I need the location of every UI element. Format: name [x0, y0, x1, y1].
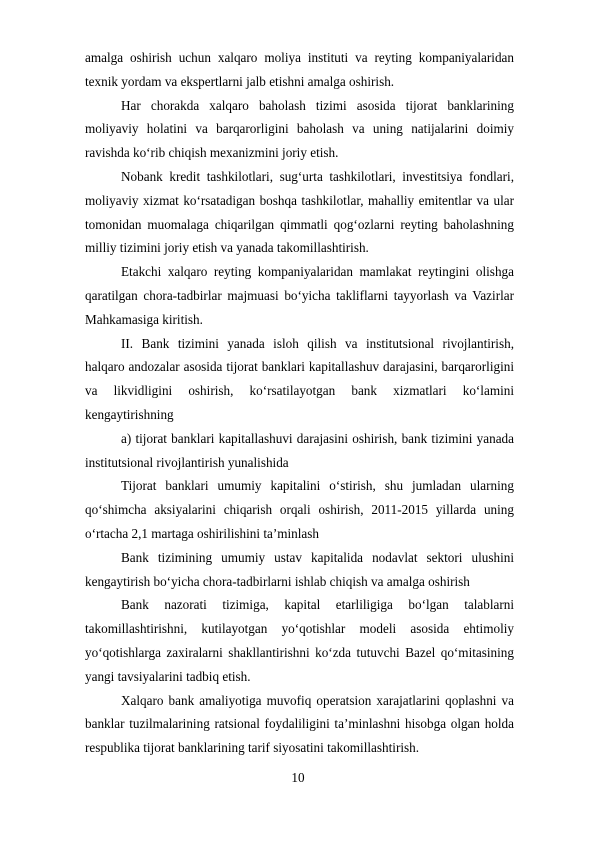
paragraph-subsection-a: a) tijorat banklari kapitallashuvi darajasini oshirish, bank tizimini yanada institutsional rivojlantirish yunalishida	[85, 430, 514, 470]
paragraph-capital-growth: Tijorat banklari umumiy kapitalini o‘stirish, shu jumladan ularning qo‘shimcha aksiyalarini chiqarish orqali oshirish, 2011-2015 yillarda uning o‘rtacha 2,1 martaga oshirilishini ta’minlash	[85, 478, 514, 541]
page-number: 10	[291, 770, 305, 785]
paragraph-section-ii: II. Bank tizimini yanada isloh qilish va institutsional rivojlantirish, halqaro andozalar asosida tijorat banklari kapitallashuv darajasini, barqarorligini va likvidligini oshirish, ko‘rsatilayotgan bank xizmatlari ko‘lamini kengaytirishning	[85, 335, 514, 422]
paragraph-nonbank-rating: Nobank kredit tashkilotlari, sug‘urta tashkilotlari, investitsiya fondlari, moliyaviy xizmat ko‘rsatadigan boshqa tashkilotlar, mahalliy emitentlar va ular tomonidan muomalaga chiqarilgan qimmatli qog‘ozlarni reyting baholashning milliy tizimini joriy etish va yanada takomillashtirish.	[85, 168, 514, 256]
paragraph-quarterly-assessment: Har chorakda xalqaro baholash tizimi asosida tijorat banklarining moliyaviy holatini va barqarorligini baholash va uning natijalarini doimiy ravishda ko‘rib chiqish mexanizmini joriy etish.	[85, 97, 514, 161]
paragraph-continuation: amalga oshirish uchun xalqaro moliya instituti va reyting kompaniyalaridan texnik yordam va ekspertlarni jalb etishni amalga oshirish.	[85, 50, 514, 89]
paragraph-basel: Bank nazorati tizimiga, kapital etarliligiga bo‘lgan talablarni takomillashtirishni, kutilayotgan yo‘qotishlar modeli asosida ehtimoliy yo‘qotishlarga zaxiralarni shakllantirishni ko‘zda tutuvchi Bazel qo‘mitasining yangi tavsiyalarini tadbiq etish.	[85, 597, 514, 684]
paragraph-nonstate-share: Bank tizimining umumiy ustav kapitalida nodavlat sektori ulushini kengaytirish bo‘yicha chora-tadbirlarni ishlab chiqish va amalga oshirish	[85, 549, 514, 589]
document-body	[85, 46, 514, 760]
paragraph-country-rating: Etakchi xalqaro reyting kompaniyalaridan mamlakat reytingini olishga qaratilgan chora-tadbirlar majmuasi bo‘yicha takliflarni tayyorlash va Vazirlar Mahkamasiga kiritish.	[85, 264, 514, 327]
paragraph-tariff-policy: Xalqaro bank amaliyotiga muvofiq operatsion xarajatlarini qoplashni va banklar tuzilmalarining ratsional foydaliligini ta’minlashni hisobga olgan holda respublika tijorat banklarining tarif siyosatini takomillashtirish.	[85, 692, 514, 756]
